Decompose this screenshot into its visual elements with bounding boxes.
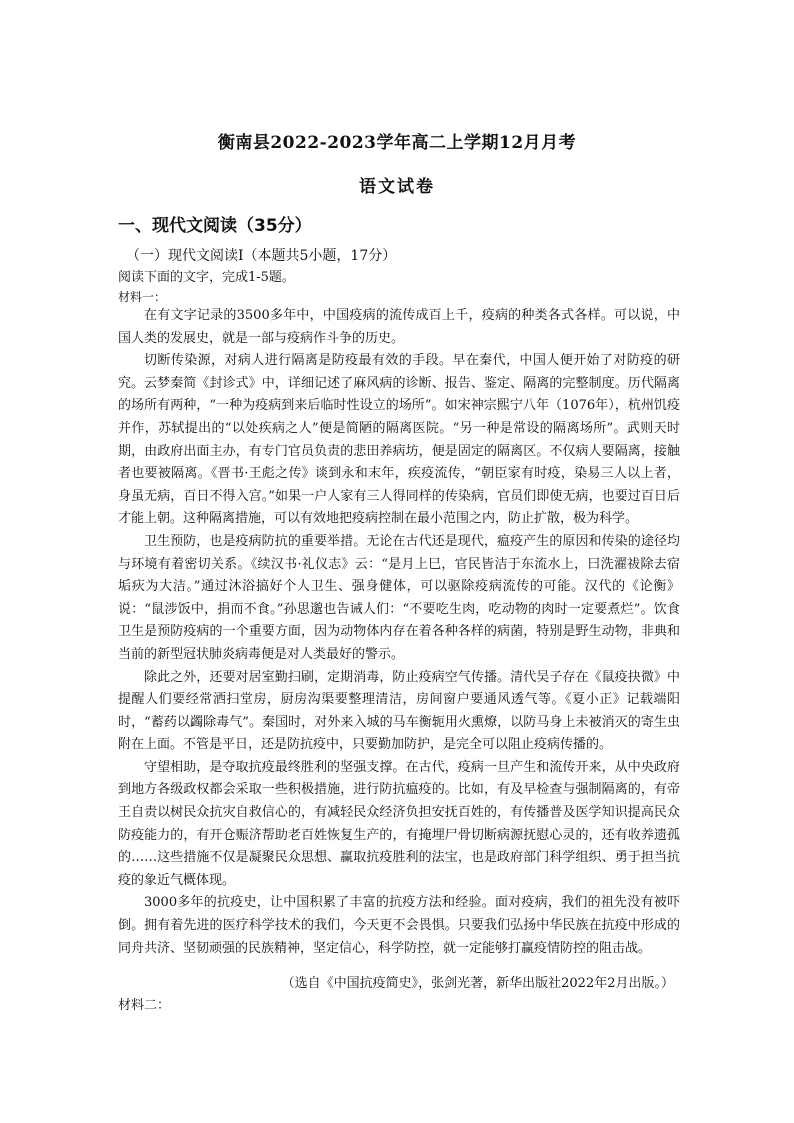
- part-heading: （一）现代文阅读Ⅰ（本题共5小题，17分）: [126, 248, 397, 264]
- article-paragraph: 守望相助，是夺取抗疫最终胜利的坚强支撑。在古代，疫病一旦产生和流传开来，从中央政府到地方各级政权都会采取一些积极措施，进行防抗瘟疫的。比如，有及早检查与强制隔离的，有帝王自责以树民众抗灾自救信心的，有减轻民众经济负担安抚百姓的，有传播普及医学知识提高民众防疫能力的，有开仓赈济帮助老百姓恢复生产的，有掩埋尸骨切断病源抚慰心灵的，还有收养遗孤的……这些措施不仅是凝聚民众思想、赢取抗疫胜利的法宝，也是政府部门科学组织、勇于担当抗疫的象近气概体现。: [118, 759, 680, 888]
- exam-title: 衡南县2022-2023学年高二上学期12月月考: [217, 133, 577, 153]
- material2-label: 材料二：: [118, 998, 171, 1013]
- article-paragraph: 除此之外，还要对居室勤扫刷，定期消毒，防止疫病空气传播。清代吴子存在《鼠疫抉微》中提醒人们要经常洒扫堂房，厨房沟渠要整理清洁，房间窗户要通风透气等。《夏小正》记载端阳时，“蓄药以蠲除毒气”。秦国时，对外来入城的马车衡轭用火熏燎，以防马身上未被消灭的寄生虫附在上面。不管是平日，还是防抗疫中，只要勤加防护，是完全可以阻止疫病传播的。: [118, 669, 680, 753]
- article-paragraph: 在有文字记录的3500多年中，中国疫病的流传成百上千，疫病的种类各式各样。可以说，中国人类的发展史，就是一部与疫病作斗争的历史。: [118, 308, 680, 346]
- article-paragraph: 3000多年的抗疫史，让中国积累了丰富的抗疫方法和经验。面对疫病，我们的祖先没有被吓倒。拥有着先进的医疗科学技术的我们，今天更不会畏惧。只要我们弘扬中华民族在抗疫中形成的同舟共济、坚韧顽强的民族精神，坚定信心，科学防控，就一定能够打赢疫情防控的阻击战。: [118, 895, 680, 956]
- article-paragraph: 卫生预防，也是疫病防抗的重要举措。无论在古代还是现代，瘟疫产生的原因和传染的途径均与环境有着密切关系。《续汉书·礼仪志》云：“是月上巳，官民皆洁于东流水上，曰洗濯祓除去宿垢疢为大洁。”通过沐浴搞好个人卫生、强身健体，可以驱除疫病流传的可能。汉代的《论衡》说：“鼠涉饭中，捐而不食。”孙思邈也告诫人们：“不要吃生肉，吃动物的肉时一定要煮烂”。饮食卫生是预防疫病的一个重要方面，因为动物体内存在着各种各样的病菌，特别是野生动物，非典和当前的新型冠状肺炎病毒便是对人类最好的警示。: [118, 533, 680, 662]
- exam-subtitle: 语文试卷: [359, 177, 435, 197]
- article-paragraph: 切断传染源，对病人进行隔离是防疫最有效的手段。早在秦代，中国人便开始了对防疫的研究。云梦秦简《封诊式》中，详细记述了麻风病的诊断、报告、鉴定、隔离的完整制度。历代隔离的场所有两种，“一种为疫病到来后临时性设立的场所”。如宋神宗熙宁八年（1076年），杭州饥疫并作，苏轼提出的“以处疾病之人”便是简陋的隔离医院。“另一种是常设的隔离场所”。武则天时期，由政府出面主办，有专门官员负责的悲田养病坊，便是固定的隔离区。不仅病人要隔离，接触者也要被隔离。《晋书·王彪之传》谈到永和末年，疾疫流传，“朝臣家有时疫，染易三人以上者，身虽无病，百日不得入宫。”如果一户人家有三人得同样的传染病，官员们即使无病，也要过百日后才能上朝。这种隔离措施，可以有效地把疫病控制在最小范围之内，防止扩散，极为科学。: [118, 353, 680, 527]
- reading-instruction: 阅读下面的文字，完成1-5题。: [118, 270, 295, 285]
- source-citation: （选自《中国抗疫简史》，张剑光著，新华出版社2022年2月出版。）: [281, 976, 674, 991]
- section-heading: 一、现代文阅读（35分）: [118, 216, 312, 236]
- material1-label: 材料一：: [118, 290, 167, 304]
- article-body: [118, 305, 680, 960]
